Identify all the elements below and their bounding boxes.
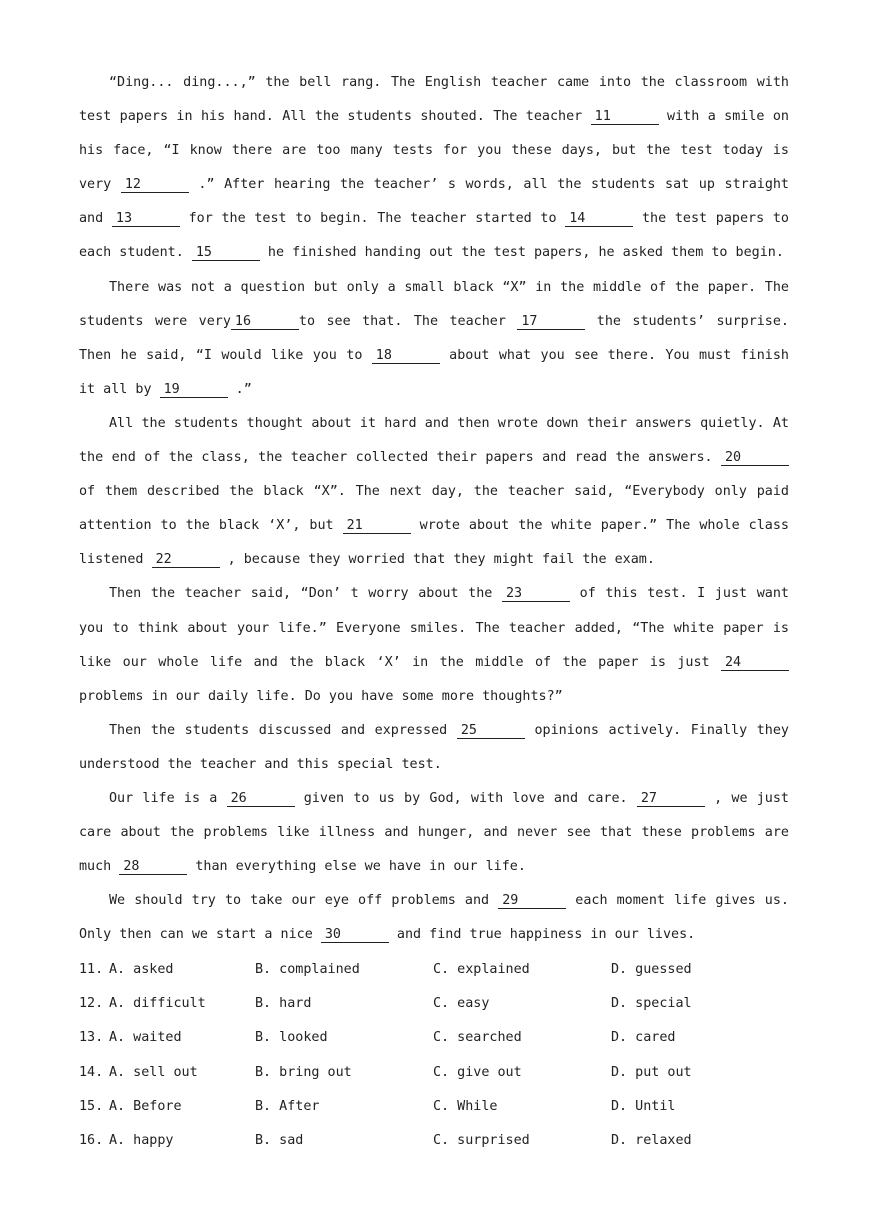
text: about what you see there. You must finish it all by xyxy=(79,347,789,397)
option-c: C. give out xyxy=(433,1064,522,1080)
blank-19: 19 xyxy=(160,382,228,398)
text: each moment life gives us. Only then can we start a nice xyxy=(79,893,789,943)
option-a: A. difficult xyxy=(109,996,206,1012)
blank-21: 21 xyxy=(343,518,411,534)
blank-22: 22 xyxy=(152,552,220,568)
blank-13: 13 xyxy=(112,211,180,227)
option-b: B. bring out xyxy=(255,1064,352,1080)
blank-29: 29 xyxy=(498,893,566,909)
text: with a smile on his face, “I know there are too many tests for you these days, but the test today is very xyxy=(79,109,789,193)
question-number: 16. xyxy=(79,1132,104,1148)
question-number: 15. xyxy=(79,1098,104,1114)
blank-15: 15 xyxy=(192,245,260,261)
text: wrote about the white paper.” The whole class listened xyxy=(79,518,789,568)
paragraph-3 xyxy=(79,407,789,577)
text: the students’ surprise. Then he said, “I would like you to xyxy=(79,313,789,363)
cloze-passage xyxy=(79,66,789,952)
question-row xyxy=(79,1089,789,1123)
text: problems in our daily life. Do you have some more thoughts?” xyxy=(79,688,563,704)
option-b: B. looked xyxy=(255,1030,328,1046)
question-row xyxy=(79,1021,789,1055)
text: Then the teacher said, “Don’ t worry about the xyxy=(109,586,502,602)
answer-options xyxy=(79,952,789,1157)
option-b: B. After xyxy=(255,1098,320,1114)
paragraph-6 xyxy=(79,782,789,884)
text: he finished handing out the test papers, he asked them to begin. xyxy=(259,245,784,261)
question-number: 13. xyxy=(79,1030,104,1046)
option-d: D. put out xyxy=(611,1064,692,1080)
blank-12: 12 xyxy=(121,177,189,193)
paragraph-2 xyxy=(79,271,789,407)
option-d: D. guessed xyxy=(611,962,692,978)
question-number: 14. xyxy=(79,1064,104,1080)
question-number: 11. xyxy=(79,962,104,978)
option-b: B. complained xyxy=(255,962,360,978)
blank-16: 16 xyxy=(231,314,299,330)
text: , because they worried that they might fail the exam. xyxy=(219,552,655,568)
paragraph-1 xyxy=(79,66,789,271)
blank-17: 17 xyxy=(517,314,585,330)
option-a: A. waited xyxy=(109,1030,182,1046)
option-c: C. explained xyxy=(433,962,530,978)
blank-14: 14 xyxy=(565,211,633,227)
paragraph-7 xyxy=(79,884,789,952)
option-d: D. special xyxy=(611,996,692,1012)
blank-11: 11 xyxy=(591,109,659,125)
option-d: D. Until xyxy=(611,1098,676,1114)
text: given to us by God, with love and care. xyxy=(294,790,637,806)
option-a: A. Before xyxy=(109,1098,182,1114)
option-d: D. cared xyxy=(611,1030,676,1046)
text: We should try to take our eye off problems and xyxy=(109,893,499,909)
text: than everything else we have in our life. xyxy=(187,859,526,875)
blank-25: 25 xyxy=(457,723,525,739)
blank-24: 24 xyxy=(721,655,789,671)
blank-27: 27 xyxy=(637,791,705,807)
text: opinions actively. Finally they understood the teacher and this special test. xyxy=(79,722,789,772)
text: and find true happiness in our lives. xyxy=(388,927,696,943)
blank-18: 18 xyxy=(372,348,440,364)
option-a: A. happy xyxy=(109,1132,174,1148)
question-row xyxy=(79,952,789,986)
paragraph-5 xyxy=(79,714,789,782)
question-row xyxy=(79,1123,789,1157)
text: for the test to begin. The teacher started to xyxy=(179,211,566,227)
blank-30: 30 xyxy=(321,927,389,943)
text: of this test. I just want you to think about your life.” Everyone smiles. The teacher added, “The white paper is like our whole life and the black ‘X’ in the middle of the paper is just xyxy=(79,586,789,670)
text: There was not a question but only a small black “X” in the middle of the paper. The students were very xyxy=(79,279,789,329)
option-a: A. asked xyxy=(109,962,174,978)
text: , we just care about the problems like illness and hunger, and never see that these problems are much xyxy=(79,790,789,875)
question-row xyxy=(79,1055,789,1089)
text: to see that. The teacher xyxy=(298,313,518,329)
option-c: C. searched xyxy=(433,1030,522,1046)
option-b: B. hard xyxy=(255,996,312,1012)
option-a: A. sell out xyxy=(109,1064,198,1080)
option-d: D. relaxed xyxy=(611,1132,692,1148)
blank-28: 28 xyxy=(119,859,187,875)
option-c: C. easy xyxy=(433,996,490,1012)
text: All the students thought about it hard and then wrote down their answers quietly. At the end of the class, the teacher collected their papers and read the answers. xyxy=(79,415,789,466)
option-b: B. sad xyxy=(255,1132,304,1148)
text: .” xyxy=(227,381,252,397)
paragraph-4 xyxy=(79,577,789,713)
text: “Ding... ding...,” the bell rang. The English teacher came into the classroom with test papers in his hand. All the students shouted. The teacher xyxy=(79,75,789,125)
blank-23: 23 xyxy=(502,586,570,602)
text: the test papers to each student. xyxy=(79,211,789,261)
blank-26: 26 xyxy=(227,791,295,807)
option-c: C. While xyxy=(433,1098,498,1114)
option-c: C. surprised xyxy=(433,1132,530,1148)
text: .” After hearing the teacher’ s words, all the students sat up straight and xyxy=(79,177,789,227)
question-number: 12. xyxy=(79,996,104,1012)
text: of them described the black “X”. The next day, the teacher said, “Everybody only paid attention to the black ‘X’, but xyxy=(79,484,789,534)
text: Then the students discussed and expressed xyxy=(109,722,457,738)
blank-20: 20 xyxy=(721,450,789,466)
question-row xyxy=(79,987,789,1021)
text: Our life is a xyxy=(109,790,227,806)
document-page xyxy=(79,66,789,1158)
